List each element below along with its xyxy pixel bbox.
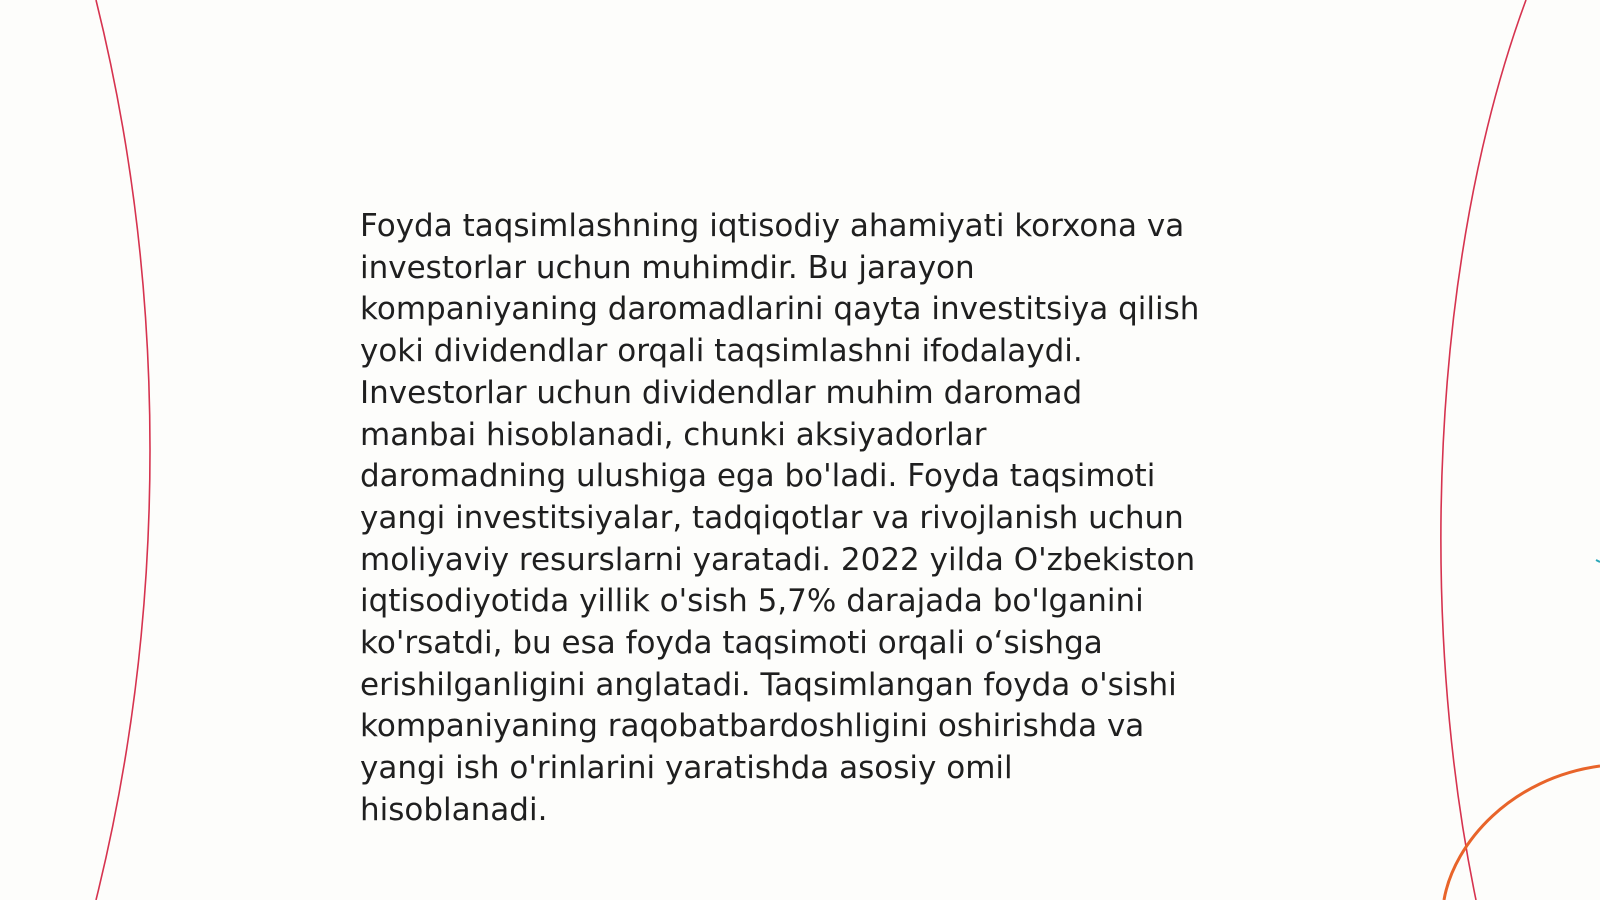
teal-accent: [1596, 560, 1600, 562]
orange-arc: [1444, 766, 1600, 900]
left-curve: [96, 0, 150, 900]
right-curve: [1441, 0, 1526, 900]
body-text: Foyda taqsimlashning iqtisodiy ahamiyati korxona va investorlar uchun muhimdir. Bu jarayon kompaniyaning daromadlarini qayta investitsiya qilish yoki dividendlar orqali taqsimlashni ifodalaydi. Investorlar uchun dividendlar muhim daromad manbai hisoblanadi, chunki aksiyadorlar daromadning ulushiga ega bo'ladi. Foyda taqsimoti yangi investitsiyalar, tadqiqotlar va rivojlanish uchun moliyaviy resurslarni yaratadi. 2022 yilda O'zbekiston iqtisodiyotida yillik o'sish 5,7% darajada bo'lganini ko'rsatdi, bu esa foyda taqsimoti orqali o‘sishga erishilganligini anglatadi. Taqsimlangan foyda o'sishi kompaniyaning raqobatbardoshligini oshirishda va yangi ish o'rinlarini yaratishda asosiy omil hisoblanadi.: [360, 208, 1200, 828]
